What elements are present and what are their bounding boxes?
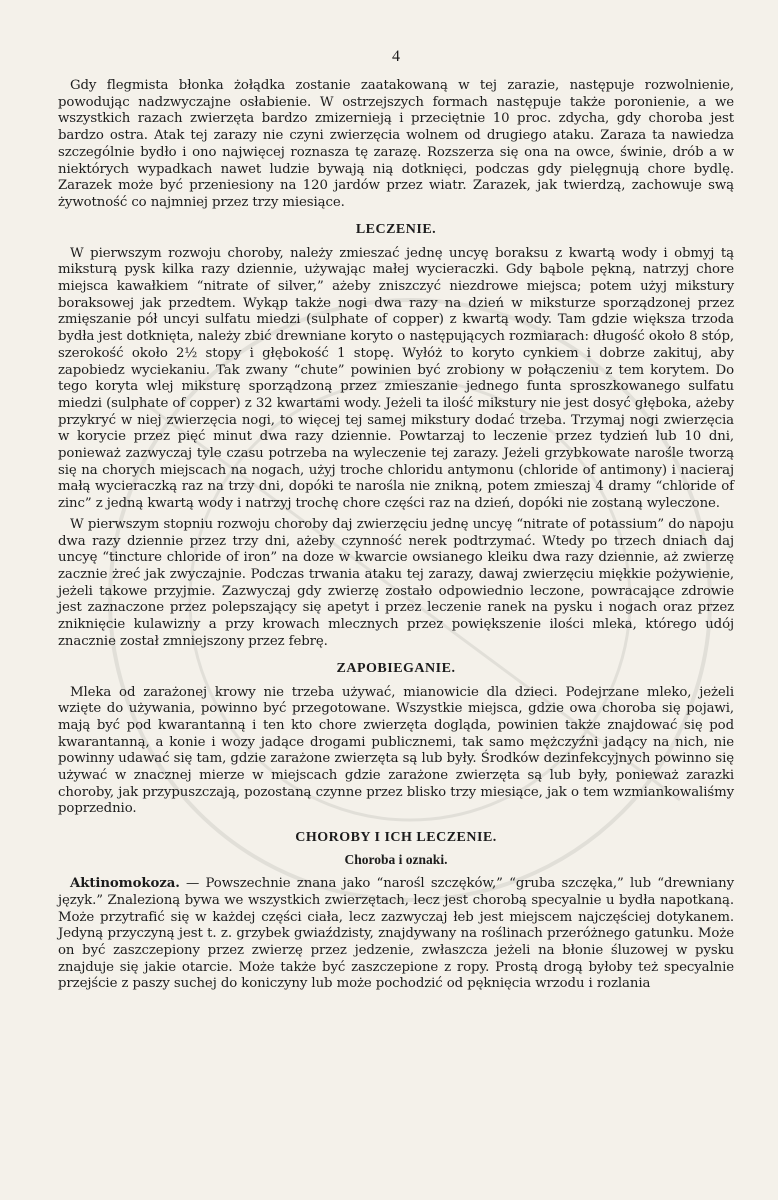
document-page [58, 48, 734, 997]
page-number: 4 [392, 48, 400, 65]
actinomycosis-term: Aktinomokoza. [70, 876, 180, 892]
actinomycosis-text: — Powszechnie znana jako “narośl szczęków,” “gruba szczęka,” lub “drewniany język.” Znalezioną bywa we wszystkich zwierzętach, lecz jest chorobą specyalnie u bydła napotkaną. Może przytrafić się w każdej części ciała, lecz zazwyczaj łeb jest miejscem najczęściej dotykanem. Jedyną przyczyną jest t. z. grzybek gwiaździsty, znajdywany na roślinach przeróżnego gatunku. Może on być zaszczepiony przez zwierzę przez jedzenie, zwłaszcza jeżeli na błonie śluzowej w pysku znajduje się jakie otarcie. Może także być zaszczepione z ropy. Prostą drogą byłoby też specyalnie przejście z paszy suchej do koniczyny lub może pochodzić od pęknięcia wrzodu i rozlania [58, 876, 734, 992]
diseases-heading: CHOROBY I ICH LECZENIE. [295, 830, 497, 846]
treatment-paragraph-2: W pierwszym stopniu rozwoju choroby daj zwierzęciu jednę uncyę “nitrate of potassium” do napoju dwa razy dziennie przez trzy dni, ażeby czynność nerek podtrzymać. Wtedy po trzech dniach daj uncyę “tincture chloride of iron” na doze w kwarcie owsianego kleiku dwa razy dziennie, aż zwierzę zacznie żreć jak zwyczajnie. Podczas trwania ataku tej zarazy, dawaj zwierzęciu miękkie pożywienie, jeżeli takowe przyjmie. Zazwyczaj gdy zwierzę zostało odpowiednio leczone, powracające zdrowie jest zaznaczone przez polepszający się apetyt i przez leczenie ranek na pysku i nogach oraz przez zniknięcie kulawizny a przy krowach mlecznych przez powiększenie ilości mleka, którego udój znacznie został zmniejszony przez febrę. [58, 516, 734, 649]
actinomycosis-paragraph [58, 876, 734, 993]
treatment-heading: LECZENIE. [355, 221, 437, 237]
intro-paragraph: Gdy flegmista błonka żołądka zostanie zaatakowaną w tej zarazie, następuje rozwolnienie, powodując nadzwyczajne osłabienie. W ostrzejszych formach następuje także poronienie, a we wszystkich razach zwierzęta bardzo zmizernieją i przeciętnie 10 proc. zdycha, gdy choroba jest bardzo ostra. Atak tej zarazy nie czyni zwierzęcia wolnem od drugiego ataku. Zaraza ta nawiedza szczególnie bydło i ono najwięcej roznasza tę zarazę. Rozszerza się ona na owce, świnie, drób a w niektórych wypadkach nawet ludzie bywają nią dotknięci, podczas gdy pielęgnują chore bydlę. Zarazek może być przeniesiony na 120 jardów przez wiatr. Zarazek, jak twierdzą, zachowuje swą żywotność co najmniej przez trzy miesiące. [58, 78, 734, 210]
prevention-heading: ZAPOBIEGANIE. [336, 660, 456, 676]
treatment-paragraph-1: W pierwszym rozwoju choroby, należy zmieszać jednę uncyę boraksu z kwartą wody i obmyj tą miksturą pysk kilka razy dziennie, używając małej wycieraczki. Gdy bąbole pękną, natrzyj chore miejsca kawałkiem “nitrate of silver,” ażeby zniszczyć niezdrowe miejsca; potem użyj mikstury boraksowej jak przedtem. Wykąp także nogi dwa razy na dzień w miksturze sporządzonej przez zmięszanie pół uncyi sulfatu miedzi (sulphate of copper) z kwartą wody. Tam gdzie większa trzoda bydła jest dotknięta, należy zbić drewniane koryto o następujących rozmiarach: długość około 8 stóp, szerokość około 2½ stopy i głębokość 1 stopę. Wyłóż to koryto cynkiem i dobrze zakituj, aby zapobiedz wyciekaniu. Tak zwany “chute” powinien być zrobiony w połączeniu z tem korytem. Do tego koryta wlej miksturę sporządzoną przez zmieszanie jednego funta sproszkowanego sulfatu miedzi (sulphate of copper) z 32 kwartami wody. Jeżeli ta ilość mikstury nie jest dosyć głęboka, ażeby przykryć w niej zwierzęcia nogi, to więcej tej samej mikstury dodać trzeba. Trzymaj nogi zwierzęcia w korycie przez pięć minut dwa razy dziennie. Powtarzaj to leczenie przez tydzień lub 10 dni, ponieważ zazwyczaj tyle czasu potrzeba na wyleczenie tej zarazy. Jeżeli grzybkowate narośle tworzą się na chorych miejscach na nogach, użyj troche chloridu antymonu (chloride of antimony) i nacieraj małą wycieraczką raz na trzy dni, dopóki te narośla nie znikną, potem zmieszaj 4 dramy “chloride of zinc” z jedną kwartą wody i natrzyj trochę chore części raz na dzień, dopóki nie zostaną wyleczone. [58, 245, 734, 512]
diseases-subheading: Choroba i oznaki. [344, 852, 448, 868]
prevention-paragraph: Mleka od zarażonej krowy nie trzeba używać, mianowicie dla dzieci. Podejrzane mleko, jeżeli wzięte do używania, powinno być przegotowane. Wszystkie miejsca, gdzie owa choroba się pojawi, mają być pod kwarantanną i ten kto chore zwierzęta dogląda, powinien także znajdować się pod kwarantanną, a konie i wozy jadące drogami publicznemi, tak samo mężczyźni jadący na nich, nie powinny udawać się tam, gdzie zarażone zwierzęta są lub były. Środków dezinfekcyjnych powinno się używać w znacznej mierze w miejscach gdzie zarażone zwierzęta są lub były, ponieważ zarazki choroby, jak przypuszczają, pozostaną czynne przez blisko trzy miesiące, jak o tem wzmiankowaliśmy poprzednio. [58, 684, 734, 817]
